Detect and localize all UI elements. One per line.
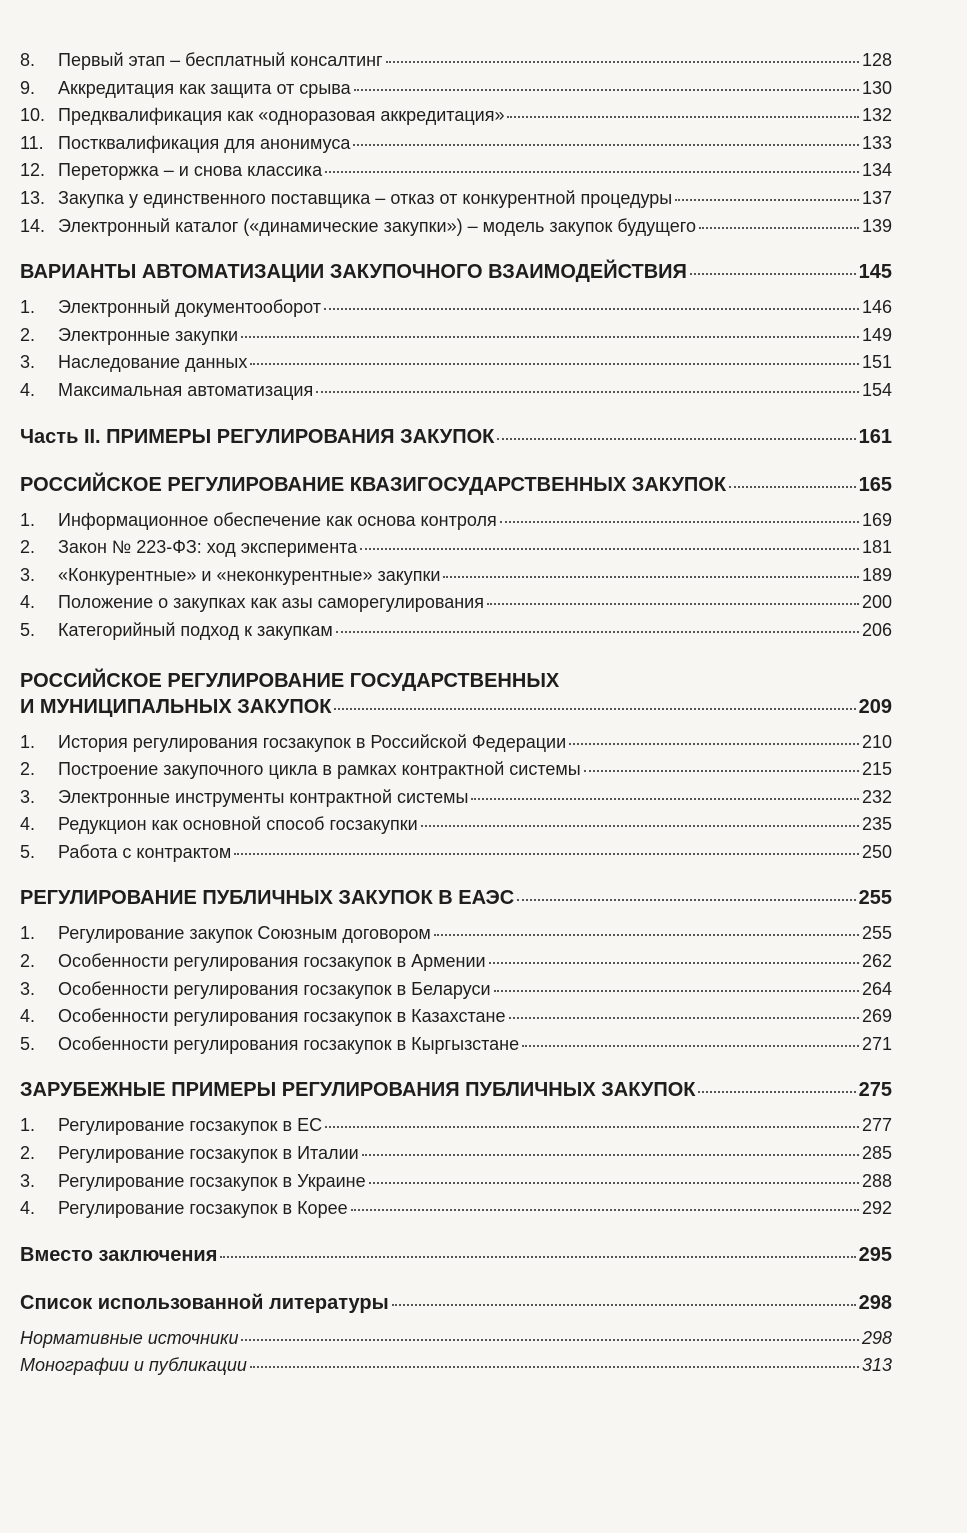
toc-entry bbox=[20, 1198, 892, 1226]
entry-page-number: 255 bbox=[861, 923, 892, 944]
entry-page-number: 298 bbox=[861, 1327, 892, 1348]
entry-number: 13. bbox=[20, 187, 46, 208]
entry-title: Информационное обеспечение как основа контроля bbox=[58, 509, 497, 530]
dot-leader bbox=[241, 336, 859, 338]
dot-leader bbox=[362, 1154, 859, 1156]
toc-entry bbox=[20, 50, 892, 78]
dot-leader bbox=[386, 61, 859, 63]
entry-title: Регулирование госзакупок в Корее bbox=[58, 1198, 348, 1219]
dot-leader bbox=[489, 962, 859, 964]
dot-leader bbox=[494, 990, 859, 992]
entry-title: «Конкурентные» и «неконкурентные» закупки bbox=[58, 564, 441, 585]
dot-leader bbox=[316, 391, 859, 393]
entry-page-number: 139 bbox=[861, 215, 892, 236]
entry-number: 12. bbox=[20, 160, 46, 181]
entry-number: 4. bbox=[20, 1198, 36, 1219]
entry-title: Особенности регулирования госзакупок в Казахстане bbox=[58, 1006, 506, 1027]
entry-title: Электронные инструменты контрактной системы bbox=[58, 786, 469, 807]
dot-leader bbox=[351, 1209, 859, 1211]
toc-entry bbox=[20, 620, 892, 648]
entry-page-number: 232 bbox=[861, 786, 892, 807]
section-heading-line2 bbox=[20, 696, 892, 726]
entry-number: 3. bbox=[20, 978, 36, 999]
toc-entry bbox=[20, 1143, 892, 1171]
entry-page-number: 264 bbox=[861, 978, 892, 999]
dot-leader bbox=[392, 1304, 856, 1306]
dot-leader bbox=[443, 576, 858, 578]
entry-number: 3. bbox=[20, 786, 36, 807]
toc-entry bbox=[20, 787, 892, 815]
section-title: РЕГУЛИРОВАНИЕ ПУБЛИЧНЫХ ЗАКУПОК В ЕАЭС bbox=[20, 887, 515, 910]
dot-leader bbox=[522, 1045, 859, 1047]
entry-title: Предквалификация как «одноразовая аккредитация» bbox=[58, 105, 505, 126]
entry-title: Переторжка – и снова классика bbox=[58, 160, 323, 181]
section-title: РОССИЙСКОЕ РЕГУЛИРОВАНИЕ КВАЗИГОСУДАРСТВЕННЫХ ЗАКУПОК bbox=[20, 473, 727, 496]
dot-leader bbox=[690, 273, 856, 275]
entry-page-number: 130 bbox=[861, 77, 892, 98]
dot-leader bbox=[353, 144, 859, 146]
dot-leader bbox=[509, 1017, 859, 1019]
toc-entry bbox=[20, 951, 892, 979]
entry-page-number: 215 bbox=[861, 759, 892, 780]
entry-title: Наследование данных bbox=[58, 352, 248, 373]
entry-number: 9. bbox=[20, 77, 36, 98]
toc-entry bbox=[20, 842, 892, 870]
toc-entry bbox=[20, 1034, 892, 1062]
toc-entry bbox=[20, 133, 892, 161]
entry-number: 4. bbox=[20, 1006, 36, 1027]
entry-page-number: 146 bbox=[861, 297, 892, 318]
dot-leader bbox=[507, 116, 858, 118]
entry-page-number: 277 bbox=[861, 1115, 892, 1136]
entry-title: Закупка у единственного поставщика – отказ от конкурентной процедуры bbox=[58, 187, 673, 208]
entry-title: Монографии и публикации bbox=[20, 1355, 247, 1376]
section-heading bbox=[20, 1292, 892, 1322]
toc-entry bbox=[20, 510, 892, 538]
toc-entry bbox=[20, 565, 892, 593]
entry-page-number: 262 bbox=[861, 951, 892, 972]
dot-leader bbox=[569, 743, 859, 745]
toc-entry bbox=[20, 537, 892, 565]
toc-entry bbox=[20, 78, 892, 106]
toc-entry bbox=[20, 380, 892, 408]
entry-page-number: 149 bbox=[861, 324, 892, 345]
section-page-number: 298 bbox=[858, 1291, 892, 1314]
entry-title: Закон № 223-ФЗ: ход эксперимента bbox=[58, 537, 358, 558]
section-page-number: 161 bbox=[858, 425, 892, 448]
entry-title: Нормативные источники bbox=[20, 1327, 239, 1348]
section-heading-line1: РОССИЙСКОЕ РЕГУЛИРОВАНИЕ ГОСУДАРСТВЕННЫХ bbox=[20, 669, 560, 692]
toc-entry bbox=[20, 105, 892, 133]
dot-leader bbox=[336, 631, 859, 633]
dot-leader bbox=[500, 521, 859, 523]
entry-number: 8. bbox=[20, 50, 36, 70]
toc-entry bbox=[20, 732, 892, 760]
entry-page-number: 269 bbox=[861, 1006, 892, 1027]
entry-page-number: 271 bbox=[861, 1033, 892, 1054]
entry-title: Аккредитация как защита от срыва bbox=[58, 77, 351, 98]
entry-title: Постквалификация для анонимуса bbox=[58, 132, 351, 153]
entry-number: 1. bbox=[20, 297, 36, 318]
entry-title: Особенности регулирования госзакупок в Армении bbox=[58, 951, 486, 972]
dot-leader bbox=[325, 1126, 859, 1128]
entry-page-number: 235 bbox=[861, 814, 892, 835]
entry-page-number: 132 bbox=[861, 105, 892, 126]
section-page-number: 275 bbox=[858, 1079, 892, 1102]
section-page-number: 165 bbox=[858, 473, 892, 496]
toc-entry bbox=[20, 759, 892, 787]
dot-leader bbox=[250, 1366, 859, 1368]
toc-entry bbox=[20, 1328, 892, 1356]
entry-title: Положение о закупках как азы саморегулирования bbox=[58, 592, 484, 613]
dot-leader bbox=[698, 1091, 855, 1093]
entry-number: 3. bbox=[20, 352, 36, 373]
dot-leader bbox=[497, 438, 855, 440]
section-page-number: 255 bbox=[858, 887, 892, 910]
section-heading bbox=[20, 426, 892, 456]
dot-leader bbox=[487, 603, 859, 605]
dot-leader bbox=[334, 708, 855, 710]
dot-leader bbox=[729, 486, 856, 488]
entry-number: 2. bbox=[20, 324, 36, 345]
entry-number: 1. bbox=[20, 509, 36, 530]
entry-page-number: 151 bbox=[861, 352, 892, 373]
toc-entry bbox=[20, 923, 892, 951]
entry-page-number: 128 bbox=[861, 50, 892, 70]
entry-page-number: 285 bbox=[861, 1143, 892, 1164]
section-heading bbox=[20, 1079, 892, 1109]
section-page-number: 145 bbox=[858, 261, 892, 284]
dot-leader bbox=[471, 798, 859, 800]
entry-title: История регулирования госзакупок в Российской Федерации bbox=[58, 731, 567, 752]
dot-leader bbox=[584, 770, 859, 772]
entry-title: Первый этап – бесплатный консалтинг bbox=[58, 50, 383, 70]
section-heading bbox=[20, 666, 892, 726]
entry-title: Регулирование закупок Союзным договором bbox=[58, 923, 431, 944]
entry-title: Регулирование госзакупок в Украине bbox=[58, 1170, 366, 1191]
section-heading bbox=[20, 1244, 892, 1274]
entry-page-number: 181 bbox=[861, 537, 892, 558]
entry-page-number: 137 bbox=[861, 187, 892, 208]
entry-page-number: 206 bbox=[861, 619, 892, 640]
entry-title: Категорийный подход к закупкам bbox=[58, 619, 333, 640]
dot-leader bbox=[250, 363, 859, 365]
entry-number: 5. bbox=[20, 619, 36, 640]
toc-entry bbox=[20, 1115, 892, 1143]
entry-title: Электронный документооборот bbox=[58, 297, 322, 318]
toc-entry bbox=[20, 188, 892, 216]
entry-page-number: 134 bbox=[861, 160, 892, 181]
toc-entry bbox=[20, 352, 892, 380]
entry-number: 4. bbox=[20, 814, 36, 835]
entry-number: 4. bbox=[20, 379, 36, 400]
section-page-number: 295 bbox=[858, 1243, 892, 1266]
toc-entry bbox=[20, 216, 892, 244]
entry-number: 1. bbox=[20, 731, 36, 752]
entry-title: Построение закупочного цикла в рамках контрактной системы bbox=[58, 759, 581, 780]
entry-page-number: 288 bbox=[861, 1170, 892, 1191]
entry-page-number: 250 bbox=[861, 841, 892, 862]
entry-number: 1. bbox=[20, 923, 36, 944]
dot-leader bbox=[517, 899, 855, 901]
entry-title: Электронный каталог («динамические закупки») – модель закупок будущего bbox=[58, 215, 696, 236]
toc-entry bbox=[20, 297, 892, 325]
entry-title: Редукцион как основной способ госзакупки bbox=[58, 814, 418, 835]
entry-number: 2. bbox=[20, 951, 36, 972]
entry-page-number: 189 bbox=[861, 564, 892, 585]
entry-number: 2. bbox=[20, 1143, 36, 1164]
entry-number: 5. bbox=[20, 841, 36, 862]
section-title: И МУНИЦИПАЛЬНЫХ ЗАКУПОК bbox=[20, 695, 332, 718]
dot-leader bbox=[234, 853, 859, 855]
section-title: ЗАРУБЕЖНЫЕ ПРИМЕРЫ РЕГУЛИРОВАНИЯ ПУБЛИЧНЫХ ЗАКУПОК bbox=[20, 1079, 696, 1102]
toc-entry bbox=[20, 814, 892, 842]
entry-number: 5. bbox=[20, 1033, 36, 1054]
section-heading bbox=[20, 261, 892, 291]
section-heading bbox=[20, 887, 892, 917]
toc-entry bbox=[20, 979, 892, 1007]
dot-leader bbox=[241, 1339, 858, 1341]
entry-number: 2. bbox=[20, 537, 36, 558]
toc-entry bbox=[20, 1006, 892, 1034]
entry-title: Регулирование госзакупок в Италии bbox=[58, 1143, 359, 1164]
dot-leader bbox=[421, 825, 859, 827]
entry-title: Работа с контрактом bbox=[58, 841, 232, 862]
entry-page-number: 154 bbox=[861, 379, 892, 400]
toc-entry bbox=[20, 592, 892, 620]
dot-leader bbox=[354, 89, 859, 91]
entry-title: Особенности регулирования госзакупок в Кыргызстане bbox=[58, 1033, 520, 1054]
section-title: Часть II. ПРИМЕРЫ РЕГУЛИРОВАНИЯ ЗАКУПОК bbox=[20, 425, 495, 448]
dot-leader bbox=[699, 227, 859, 229]
entry-title: Особенности регулирования госзакупок в Беларуси bbox=[58, 978, 491, 999]
toc-entry bbox=[20, 325, 892, 353]
section-page-number: 209 bbox=[858, 695, 892, 718]
section-heading bbox=[20, 474, 892, 504]
dot-leader bbox=[360, 548, 859, 550]
entry-title: Электронные закупки bbox=[58, 324, 239, 345]
entry-page-number: 133 bbox=[861, 132, 892, 153]
entry-number: 11. bbox=[20, 132, 44, 153]
toc-entry bbox=[20, 1355, 892, 1383]
toc-entry bbox=[20, 1171, 892, 1199]
table-of-contents bbox=[20, 50, 892, 1383]
entry-number: 3. bbox=[20, 1170, 36, 1191]
entry-number: 14. bbox=[20, 215, 46, 236]
entry-title: Максимальная автоматизация bbox=[58, 379, 314, 400]
section-title: ВАРИАНТЫ АВТОМАТИЗАЦИИ ЗАКУПОЧНОГО ВЗАИМОДЕЙСТВИЯ bbox=[20, 261, 687, 284]
section-title: Вместо заключения bbox=[20, 1243, 218, 1266]
dot-leader bbox=[675, 199, 859, 201]
dot-leader bbox=[220, 1256, 855, 1258]
section-title: Список использованной литературы bbox=[20, 1291, 389, 1314]
entry-number: 3. bbox=[20, 564, 36, 585]
entry-page-number: 169 bbox=[861, 509, 892, 530]
dot-leader bbox=[434, 934, 859, 936]
entry-number: 1. bbox=[20, 1115, 36, 1136]
entry-number: 4. bbox=[20, 592, 36, 613]
toc-entry bbox=[20, 160, 892, 188]
entry-page-number: 200 bbox=[861, 592, 892, 613]
dot-leader bbox=[369, 1182, 859, 1184]
entry-page-number: 292 bbox=[861, 1198, 892, 1219]
entry-page-number: 210 bbox=[861, 731, 892, 752]
entry-number: 10. bbox=[20, 105, 46, 126]
entry-number: 2. bbox=[20, 759, 36, 780]
entry-page-number: 313 bbox=[861, 1355, 892, 1376]
entry-title: Регулирование госзакупок в ЕС bbox=[58, 1115, 323, 1136]
dot-leader bbox=[324, 308, 859, 310]
dot-leader bbox=[325, 171, 859, 173]
